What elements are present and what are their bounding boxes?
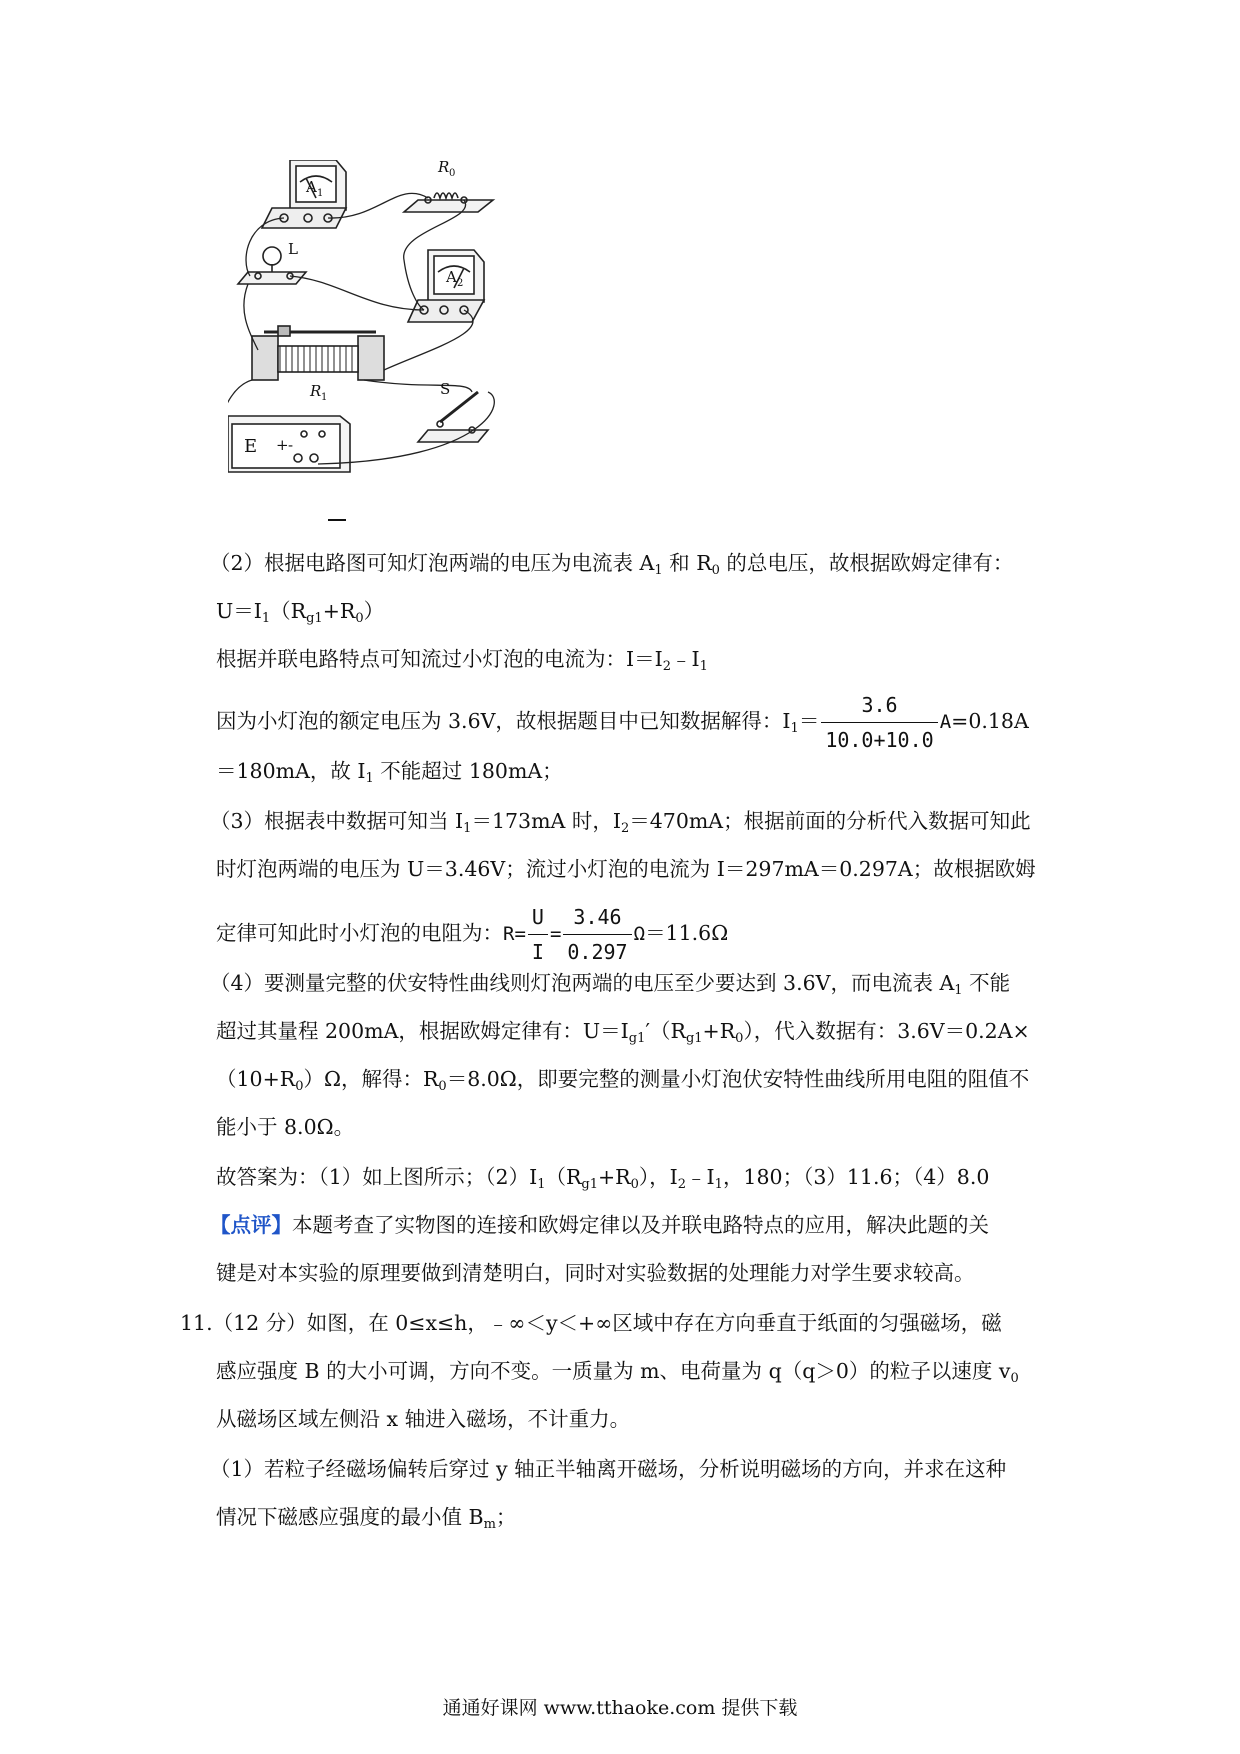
solution-part4-line1: （4）要测量完整的伏安特性曲线则灯泡两端的电压至少要达到 3.6V，而电流表 $A_1$ 不能	[210, 971, 1011, 998]
solution-part2-line3: 根据并联电路特点可知流过小灯泡的电流为：$I=I_2﹣I_1$	[216, 647, 708, 674]
solution-part4-line3: $(10+R_0)\Omega$，解得：$R_0=8.0\Omega$，即要完整的测量小灯泡伏安特性曲线所用电阻的阻值不	[216, 1067, 1030, 1094]
question-11-part1-line1: （1）若粒子经磁场偏转后穿过 y 轴正半轴离开磁场，分析说明磁场的方向，并求在这种	[210, 1457, 1007, 1481]
fraction-current: $\frac{3.6}{10.0+10.0}$	[821, 690, 937, 755]
svg-text:A: A	[306, 178, 317, 196]
fraction-u-over-i: $\frac{U}{I}$	[528, 902, 548, 967]
svg-text:-: -	[288, 436, 294, 454]
question-11-part1-line2: 情况下磁感应强度的最小值 $B_m$；	[216, 1505, 517, 1532]
svg-text:R: R	[310, 382, 322, 400]
solution-part2-formula: $U=I_1(R_{g1}+R_0)$	[216, 599, 385, 626]
svg-text:1: 1	[321, 392, 328, 403]
solution-part2-line1: （2）根据电路图可知灯泡两端的电压为电流表 $A_1$ 和 $R_0$ 的总电压，故根据欧姆定律有：	[210, 551, 1014, 578]
svg-text:A: A	[446, 268, 457, 286]
circuit-diagram	[228, 160, 568, 532]
svg-text:2: 2	[457, 278, 464, 289]
solution-part2-line5: ＝180mA，故 $I_1$ 不能超过 180mA；	[216, 759, 563, 786]
comment-tag: 【点评】	[210, 1213, 292, 1237]
comment-line2: 键是对本实验的原理要做到清楚明白，同时对实验数据的处理能力对学生要求较高。	[216, 1261, 975, 1285]
svg-text:R: R	[438, 160, 450, 176]
solution-part3-line1: （3）根据表中数据可知当 $I_1=173mA$ 时，$I_2=470mA$；根据前面的分析代入数据可知此	[210, 809, 1031, 836]
ammeter-a2-icon	[408, 250, 484, 322]
fraction-resistance: $\frac{3.46}{0.297}$	[563, 902, 631, 967]
svg-text:+: +	[276, 436, 289, 454]
question-11-line2: 感应强度 B 的大小可调，方向不变。一质量为 m、电荷量为 q（q＞0）的粒子以速度 $v_0$	[216, 1359, 1019, 1386]
svg-text:S: S	[440, 380, 451, 398]
question-11-line1: 11.（12 分）如图，在 0≤x≤h，﹣∞＜y＜+∞区域中存在方向垂直于纸面的匀强磁场，磁	[180, 1311, 1002, 1335]
question-11-line3: 从磁场区域左侧沿 x 轴进入磁场，不计重力。	[216, 1407, 631, 1431]
resistor-r0-icon	[404, 193, 493, 212]
solution-part4-line2: 超过其量程 200mA，根据欧姆定律有：$U=I_{g1}'(R_{g1}+R_0)$，代入数据有：3.6V＝0.2A×	[216, 1019, 1030, 1046]
svg-text:L: L	[288, 240, 298, 258]
solution-part3-line2: 时灯泡两端的电压为 U＝3.46V；流过小灯泡的电流为 I＝297mA＝0.297A；故根据欧姆	[216, 857, 1036, 881]
solution-part3-line3: 定律可知此时小灯泡的电阻为：R= $\frac{U}{I}$ = $\frac{3.46}{0.297}$ Ω＝11.6Ω	[216, 902, 1061, 967]
rheostat-r1-icon	[252, 326, 384, 380]
svg-text:0: 0	[449, 168, 456, 179]
page-footer: 通通好课网 www.tthaoke.com 提供下载	[442, 1697, 798, 1719]
solution-part4-line4: 能小于 8.0Ω。	[216, 1115, 355, 1139]
svg-text:1: 1	[317, 188, 324, 199]
comment-line1: 【点评】本题考查了实物图的连接和欧姆定律以及并联电路特点的应用，解决此题的关	[210, 1213, 989, 1237]
answer-line: 故答案为：（1）如上图所示；$(2)I_1(R_{g1}+R_0)$，$I_2﹣I_1$，180；（3）11.6；（4）8.0	[216, 1165, 990, 1192]
switch-icon	[418, 392, 488, 442]
solution-part2-line4: 因为小灯泡的额定电压为 3.6V，故根据题目中已知数据解得：$I_1=$ $\frac{3.6}{10.0+10.0}$ A=0.18A	[216, 690, 1061, 755]
svg-text:E: E	[244, 436, 258, 457]
